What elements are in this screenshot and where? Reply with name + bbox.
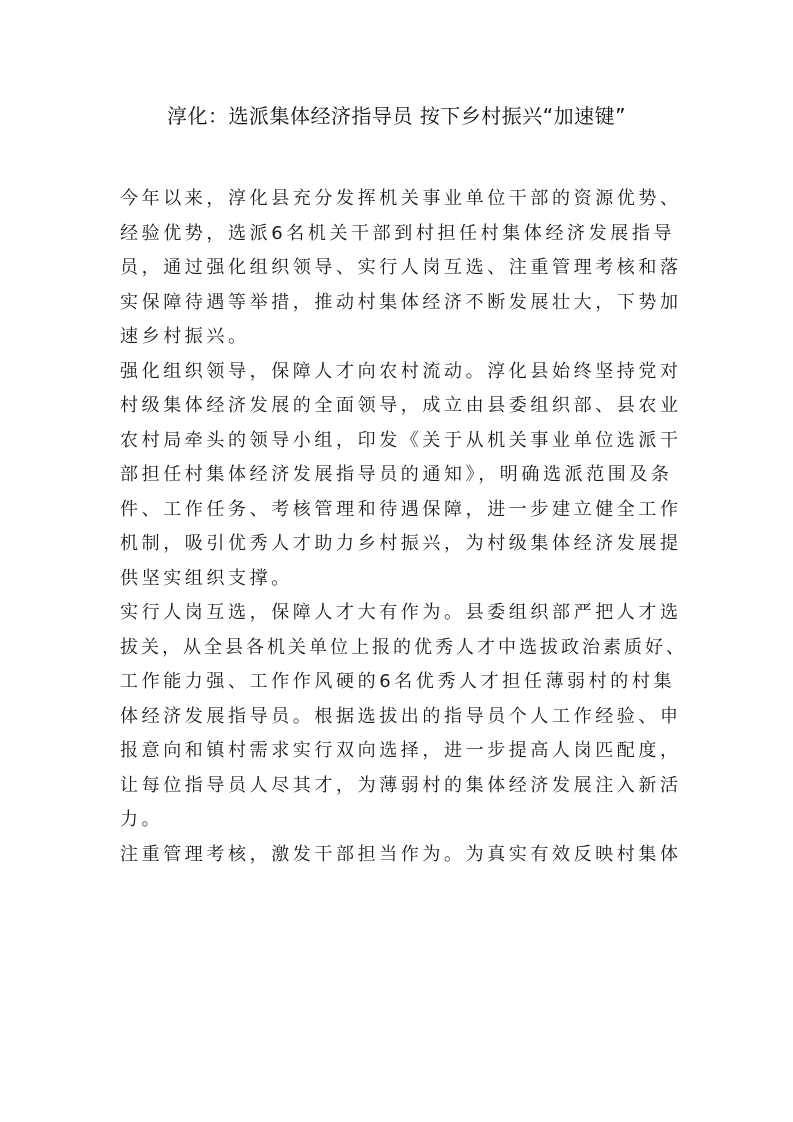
text-line: 让每位指导员人尽其才，为薄弱村的集体经济发展注入新活 [120, 774, 682, 796]
text-line: 员，通过强化组织领导、实行人岗互选、注重管理考核和落 [120, 257, 682, 278]
paragraph-intro [120, 182, 690, 355]
text-line: 工作能力强、工作作风硬的6名优秀人才担任薄弱村的村集 [120, 671, 676, 692]
text-line: 实行人岗互选，保障人才大有作为。县委组织部严把人才选 [120, 602, 682, 623]
article-title: 淳化：选派集体经济指导员 按下乡村振兴“加速键” [166, 104, 627, 128]
text-line: 经验优势，选派6名机关干部到村担任村集体经济发展指导 [120, 222, 676, 244]
text-line: 力。 [120, 809, 164, 830]
paragraph-organization [120, 355, 690, 597]
text-line: 农村局牵头的领导小组，印发《关于从机关事业单位选派干 [120, 429, 682, 451]
text-line: 机制，吸引优秀人才助力乡村振兴，为村级集体经济发展提 [120, 533, 682, 554]
text-line: 实保障待遇等举措，推动村集体经济不断发展壮大，下势加 [120, 291, 682, 313]
paragraph-selection [120, 596, 690, 838]
text-line: 强化组织领导，保障人才向农村流动。淳化县始终坚持党对 [120, 360, 682, 382]
text-line: 供坚实组织支撑。 [120, 567, 293, 589]
text-line: 部担任村集体经济发展指导员的通知》，明确选派范围及条 [120, 464, 673, 485]
text-line: 件、工作任务、考核管理和待遇保障，进一步建立健全工作 [120, 498, 682, 520]
article-body [120, 182, 690, 872]
text-line: 今年以来，淳化县充分发挥机关事业单位干部的资源优势、 [120, 188, 682, 209]
text-line: 体经济发展指导员。根据选拔出的指导员个人工作经验、申 [120, 705, 682, 727]
text-line: 速乡村振兴。 [120, 326, 250, 347]
paragraph-assessment [120, 838, 690, 873]
text-line: 注重管理考核，激发干部担当作为。为真实有效反映村集体 [120, 843, 682, 865]
text-line: 村级集体经济发展的全面领导，成立由县委组织部、县农业 [120, 395, 682, 416]
text-line: 拔关，从全县各机关单位上报的优秀人才中选拔政治素质好、 [120, 636, 687, 658]
text-line: 报意向和镇村需求实行双向选择，进一步提高人岗匹配度， [120, 740, 682, 761]
